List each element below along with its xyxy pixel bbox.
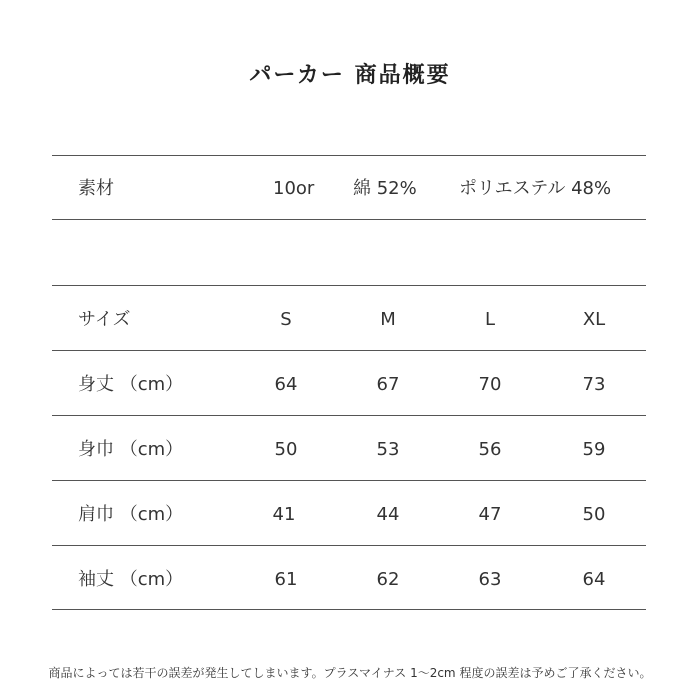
table-cell: 56 [478,439,502,460]
page-title: パーカー 商品概要 [249,63,451,88]
divider [52,609,646,610]
table-cell: 53 [376,439,400,460]
table-cell: 63 [478,569,502,590]
table-cell: 70 [478,374,502,395]
row-label-sleeve-length: 袖丈 （cm） [78,569,184,590]
row-label-body-width: 身巾 （cm） [78,439,184,460]
table-cell: 64 [274,374,298,395]
table-cell: 44 [376,504,400,525]
table-cell: 50 [274,439,298,460]
material-weight: 10or [273,178,315,199]
divider [52,155,646,156]
size-header-m: M [380,309,396,330]
divider [52,350,646,351]
material-label: 素材 [78,178,114,199]
disclaimer-note: 商品によっては若干の誤差が発生してしまいます。プラスマイナス 1〜2cm 程度の誤差は予めご了承ください。 [48,666,652,680]
table-cell: 67 [376,374,400,395]
row-label-body-length: 身丈 （cm） [78,374,184,395]
table-cell: 73 [582,374,606,395]
size-header-l: L [484,309,496,330]
size-header-xl: XL [582,309,606,330]
divider [52,219,646,220]
row-label-shoulder-width: 肩巾 （cm） [78,504,184,525]
table-cell: 59 [582,439,606,460]
size-header-s: S [280,309,292,330]
table-cell: 64 [582,569,606,590]
table-cell: 47 [478,504,502,525]
size-header-label: サイズ [78,309,131,330]
table-cell: 50 [582,504,606,525]
table-cell: 41 [272,504,296,525]
divider [52,480,646,481]
divider [52,285,646,286]
table-cell: 61 [274,569,298,590]
divider [52,545,646,546]
material-polyester: ポリエステル 48% [459,178,612,199]
material-cotton: 綿 52% [353,178,417,199]
table-cell: 62 [376,569,400,590]
divider [52,415,646,416]
